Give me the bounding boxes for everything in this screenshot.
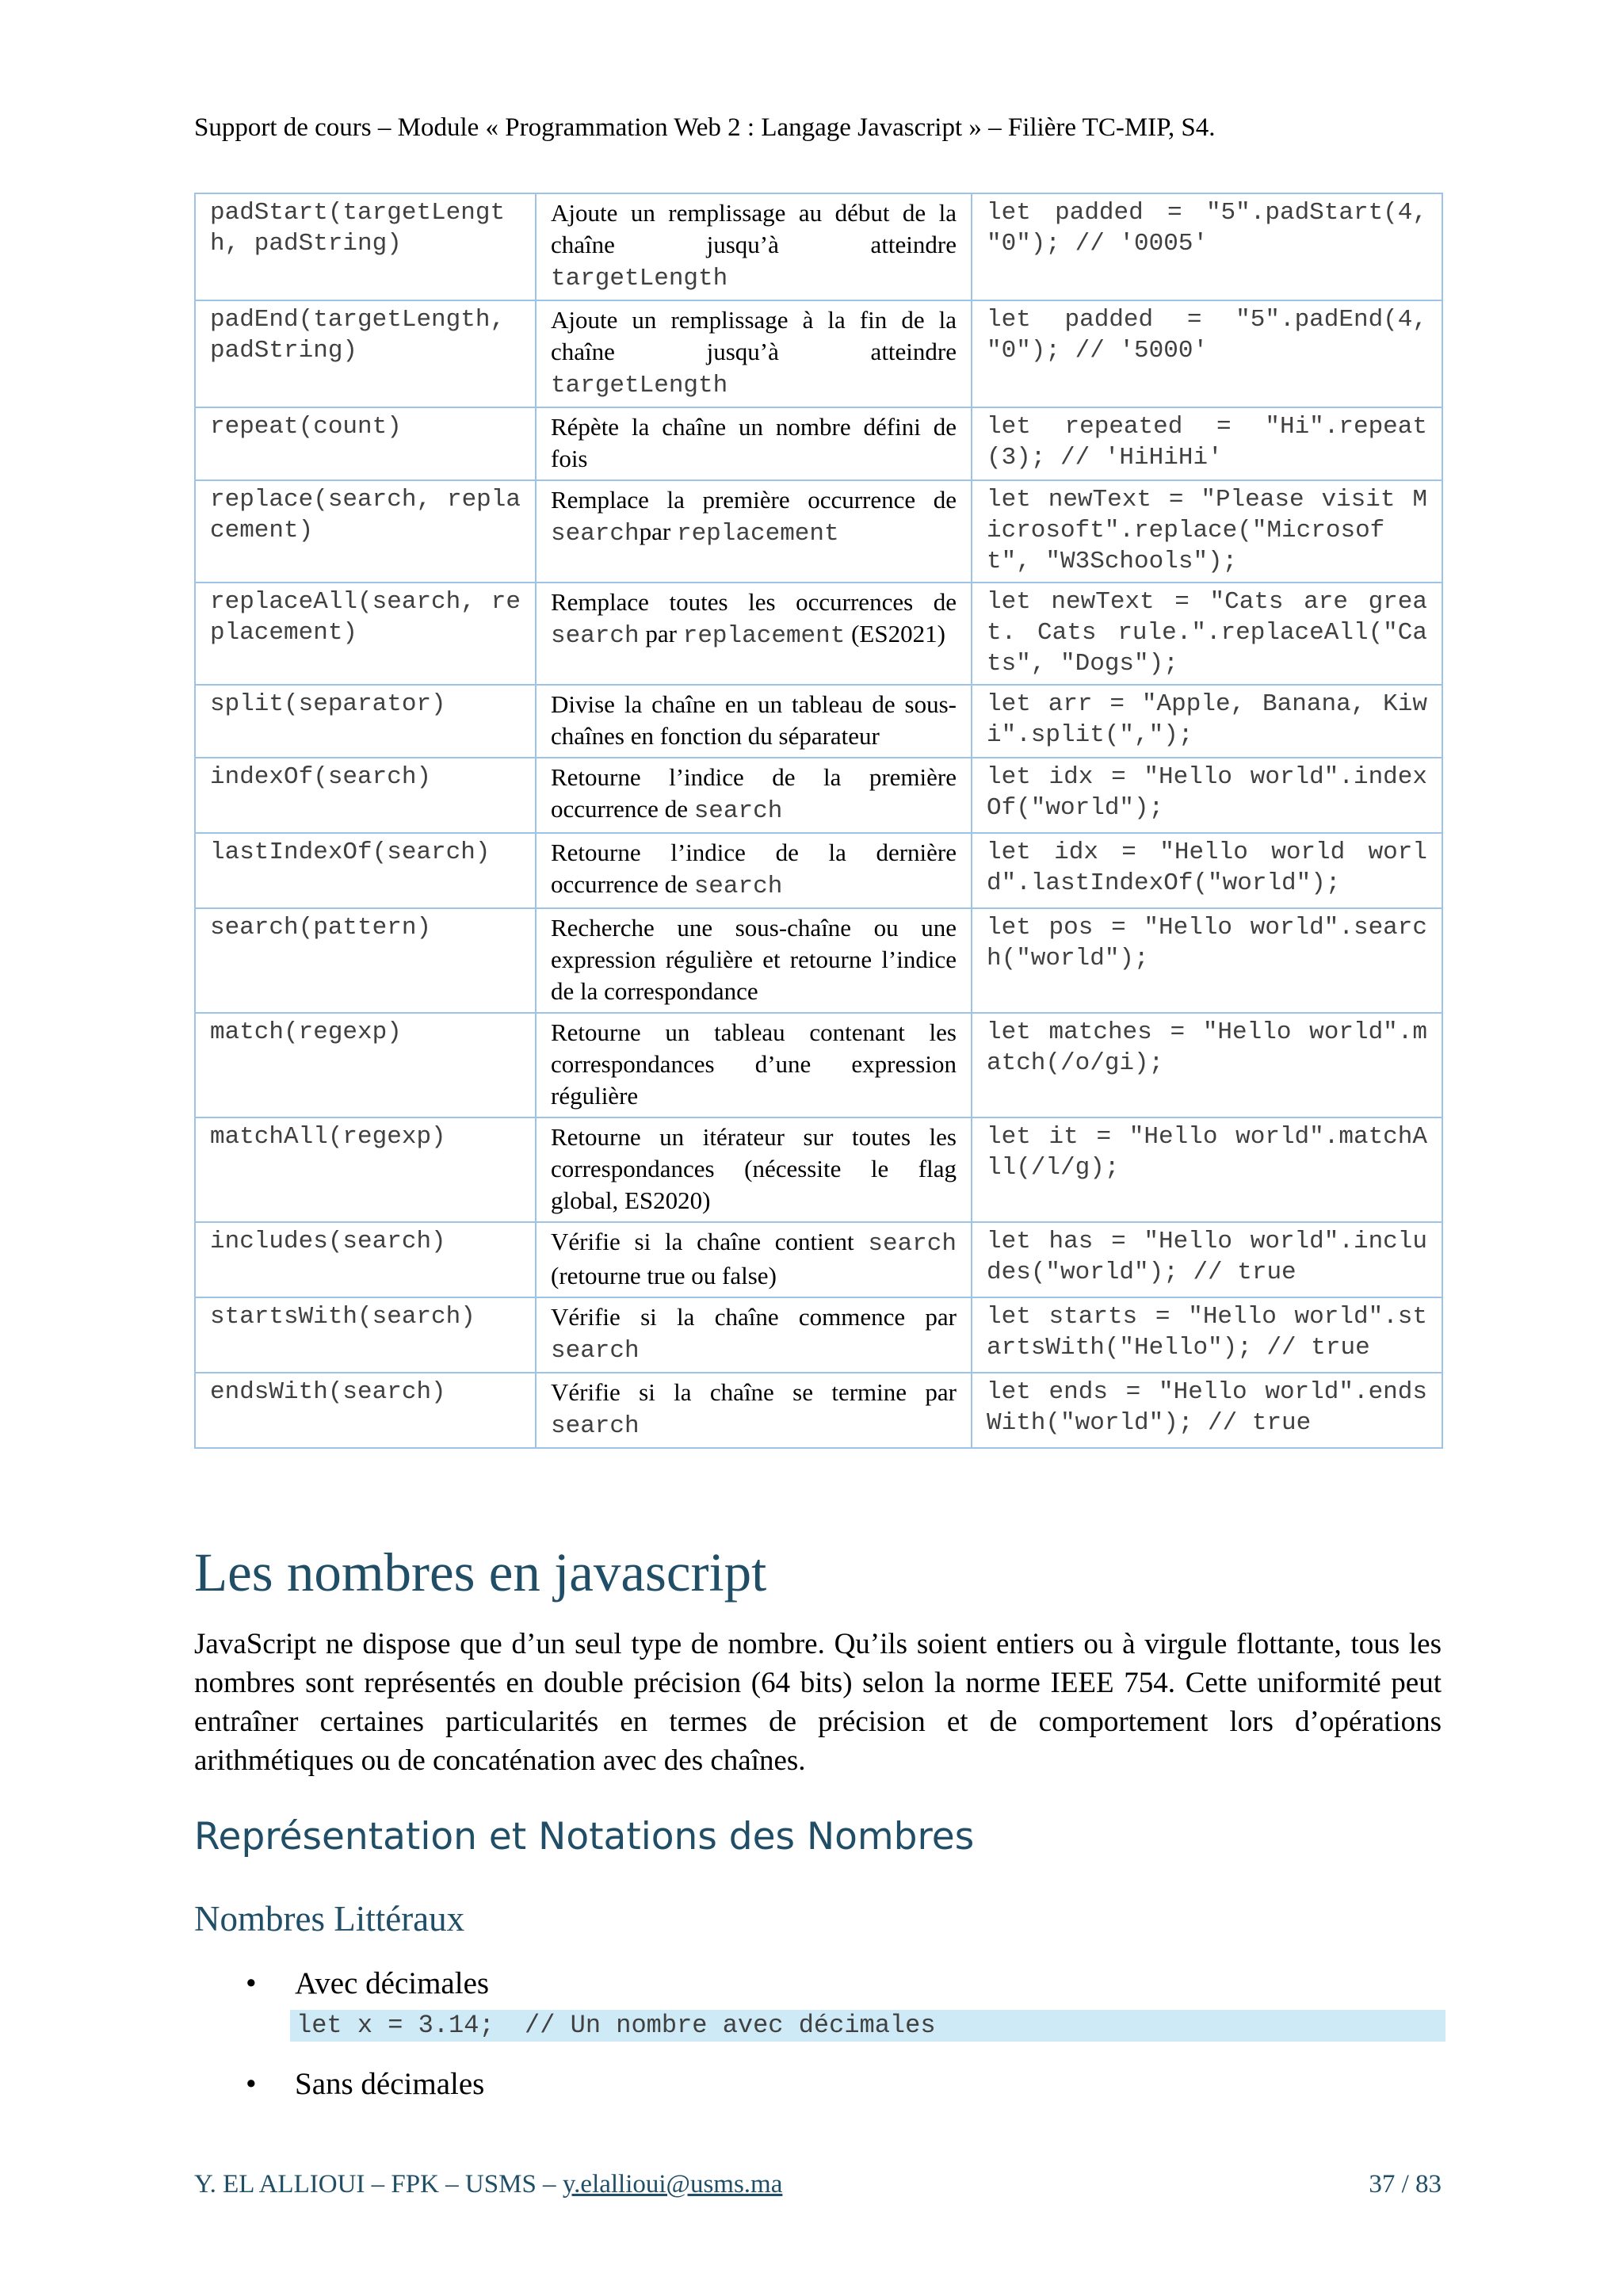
- bullet-icon: •: [246, 2067, 257, 2101]
- description-cell: [536, 193, 972, 300]
- inline-code: replacement: [682, 622, 846, 650]
- description-text: Ajoute un remplissage à la fin de la chaîne jusqu’à atteindre: [551, 306, 957, 365]
- table-row: [195, 1013, 1442, 1117]
- example-code-cell: let newText = "Please visit Microsoft".replace("Microsoft", "W3Schools");: [972, 480, 1442, 583]
- description-text: (retourne true ou false): [551, 1262, 777, 1289]
- example-code-cell: let newText = "Cats are great. Cats rule.".replaceAll("Cats", "Dogs");: [972, 583, 1442, 685]
- table-row: [195, 758, 1442, 833]
- description-cell: [536, 583, 972, 685]
- table-row: [195, 908, 1442, 1013]
- description-text: (ES2021): [845, 620, 945, 648]
- description-cell: [536, 833, 972, 908]
- inline-code: targetLength: [551, 372, 728, 399]
- string-methods-table: [194, 193, 1443, 1449]
- description-text: Retourne l’indice de la dernière occurrence de: [551, 839, 957, 898]
- description-text: Retourne l’indice de la première occurrence de: [551, 763, 957, 823]
- method-signature-cell: indexOf(search): [195, 758, 536, 833]
- example-code-cell: let matches = "Hello world".match(/o/gi);: [972, 1013, 1442, 1117]
- footer-author: [194, 2170, 782, 2199]
- method-signature-cell: endsWith(search): [195, 1373, 536, 1448]
- inline-code: replacement: [676, 520, 839, 548]
- example-code-cell: let has = "Hello world".includes("world"); // true: [972, 1222, 1442, 1297]
- description-cell: [536, 758, 972, 833]
- example-code-cell: let starts = "Hello world".startsWith("Hello"); // true: [972, 1297, 1442, 1373]
- description-text: Vérifie si la chaîne commence par: [551, 1303, 957, 1331]
- method-signature-cell: replace(search, replacement): [195, 480, 536, 583]
- table-row: [195, 1117, 1442, 1222]
- inline-code: search: [868, 1230, 957, 1258]
- method-signature-cell: search(pattern): [195, 908, 536, 1013]
- example-code-cell: let repeated = "Hi".repeat(3); // 'HiHiHi': [972, 407, 1442, 480]
- inline-code: search: [551, 1337, 640, 1365]
- description-cell: [536, 908, 972, 1013]
- description-cell: [536, 1222, 972, 1297]
- description-cell: [536, 1373, 972, 1448]
- table-row: [195, 480, 1442, 583]
- footer-page-number: 37 / 83: [1369, 2170, 1442, 2199]
- method-signature-cell: startsWith(search): [195, 1297, 536, 1373]
- table-row: [195, 407, 1442, 480]
- section-title: Les nombres en javascript: [194, 1542, 767, 1603]
- description-text: par: [639, 620, 683, 648]
- description-cell: [536, 1013, 972, 1117]
- method-signature-cell: repeat(count): [195, 407, 536, 480]
- bullet-icon: •: [246, 1966, 257, 2000]
- example-code-cell: let pos = "Hello world".search("world");: [972, 908, 1442, 1013]
- example-code-cell: let it = "Hello world".matchAll(/l/g);: [972, 1117, 1442, 1222]
- description-text: Remplace la première occurrence de: [551, 486, 957, 514]
- description-cell: [536, 407, 972, 480]
- description-text: par: [639, 518, 677, 545]
- inline-code: search: [551, 622, 640, 650]
- method-signature-cell: padEnd(targetLength, padString): [195, 300, 536, 407]
- description-text: Divise la chaîne en un tableau de sous-chaînes en fonction du séparateur: [551, 690, 957, 750]
- description-text: Ajoute un remplissage au début de la chaîne jusqu’à atteindre: [551, 199, 957, 258]
- bullet-text: Sans décimales: [295, 2067, 485, 2101]
- method-signature-cell: matchAll(regexp): [195, 1117, 536, 1222]
- inline-code: search: [693, 873, 783, 900]
- example-code-cell: let padded = "5".padEnd(4, "0"); // '5000': [972, 300, 1442, 407]
- description-cell: [536, 300, 972, 407]
- example-code-cell: let arr = "Apple, Banana, Kiwi".split(",");: [972, 685, 1442, 758]
- description-text: Retourne un tableau contenant les correspondances d’une expression régulière: [551, 1018, 957, 1110]
- description-text: Remplace toutes les occurrences de: [551, 588, 957, 616]
- description-text: Répète la chaîne un nombre défini de fois: [551, 413, 957, 472]
- description-text: Retourne un itérateur sur toutes les correspondances (nécessite le flag global, ES2020): [551, 1123, 957, 1214]
- description-text: Vérifie si la chaîne contient: [551, 1228, 869, 1255]
- table-row: [195, 685, 1442, 758]
- subsubsection-title: Nombres Littéraux: [194, 1899, 465, 1939]
- table-row: [195, 833, 1442, 908]
- footer-author-text: Y. EL ALLIOUI – FPK – USMS –: [194, 2170, 563, 2199]
- method-signature-cell: includes(search): [195, 1222, 536, 1297]
- footer-email-link[interactable]: y.elallioui@usms.ma: [562, 2170, 783, 2199]
- description-text: Recherche une sous-chaîne ou une expression régulière et retourne l’indice de la correspondance: [551, 914, 957, 1005]
- table-row: [195, 1222, 1442, 1297]
- example-code-cell: let idx = "Hello world world".lastIndexOf("world");: [972, 833, 1442, 908]
- table-row: [195, 193, 1442, 300]
- table-row: [195, 1297, 1442, 1373]
- bullet-text: Avec décimales: [295, 1966, 490, 2000]
- method-signature-cell: match(regexp): [195, 1013, 536, 1117]
- description-text: Vérifie si la chaîne se termine par: [551, 1378, 957, 1406]
- intro-paragraph: JavaScript ne dispose que d’un seul type de nombre. Qu’ils soient entiers ou à virgule flottante, tous les nombres sont représentés en double précision (64 bits) selon la norme IEEE 754. Cette uniformité peut entraîner certaines particularités en termes de précision et de comportement lors d’opérations arithmétiques ou de concaténation avec des chaînes.: [194, 1628, 1442, 1777]
- table-row: [195, 1373, 1442, 1448]
- method-signature-cell: split(separator): [195, 685, 536, 758]
- method-signature-cell: replaceAll(search, replacement): [195, 583, 536, 685]
- table-body: [195, 193, 1442, 1448]
- running-header: Support de cours – Module « Programmation Web 2 : Langage Javascript » – Filière TC-MIP, S4.: [194, 113, 1216, 142]
- table-row: [195, 583, 1442, 685]
- description-cell: [536, 1117, 972, 1222]
- example-code-cell: let idx = "Hello world".indexOf("world");: [972, 758, 1442, 833]
- description-cell: [536, 685, 972, 758]
- subsection-title: Représentation et Notations des Nombres: [194, 1815, 975, 1859]
- example-code-cell: let ends = "Hello world".endsWith("world"); // true: [972, 1373, 1442, 1448]
- description-cell: [536, 480, 972, 583]
- method-signature-cell: lastIndexOf(search): [195, 833, 536, 908]
- inline-code: search: [551, 1412, 640, 1440]
- table-row: [195, 300, 1442, 407]
- method-signature-cell: padStart(targetLength, padString): [195, 193, 536, 300]
- inline-code: search: [693, 797, 783, 825]
- code-example: let x = 3.14; // Un nombre avec décimales: [290, 2010, 1445, 2042]
- description-cell: [536, 1297, 972, 1373]
- inline-code: search: [551, 520, 640, 548]
- inline-code: targetLength: [551, 265, 728, 292]
- example-code-cell: let padded = "5".padStart(4, "0"); // '0005': [972, 193, 1442, 300]
